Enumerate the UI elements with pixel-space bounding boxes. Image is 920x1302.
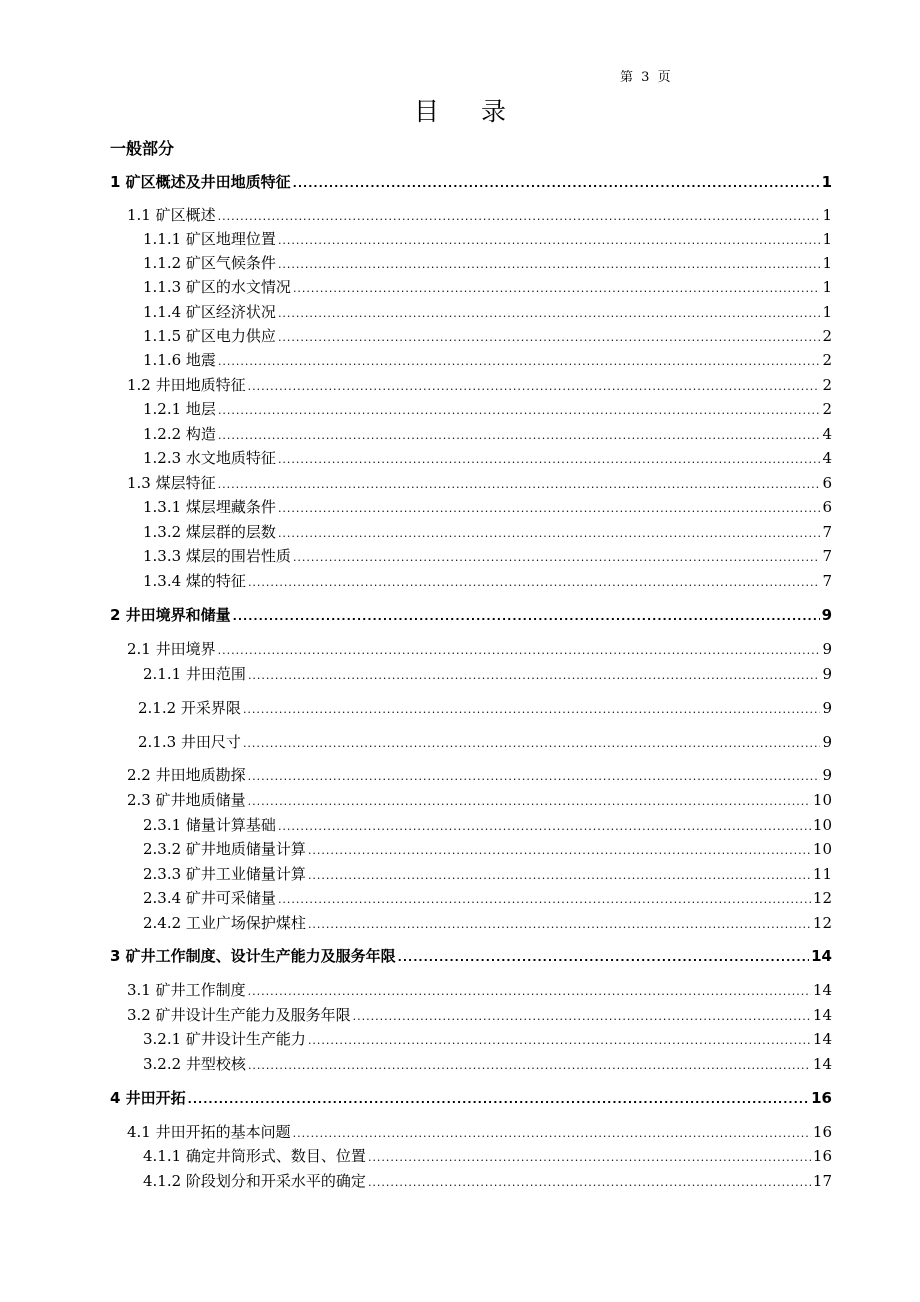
toc-leader-dots (308, 844, 811, 857)
toc-leader-dots (308, 918, 811, 931)
toc-entry-page: 17 (812, 1172, 832, 1190)
toc-entry-page: 9 (821, 606, 832, 624)
toc-entry-page: 12 (812, 889, 832, 907)
toc-leader-dots (308, 869, 811, 882)
toc-entry-label: 1.1.5 矿区电力供应 (143, 327, 276, 345)
toc-entry-level3[interactable] (143, 276, 832, 298)
toc-entry-level3[interactable] (143, 838, 832, 860)
toc-entry-label: 4 井田开拓 (110, 1089, 186, 1107)
toc-entry-label: 2.3 矿井地质储量 (127, 791, 246, 809)
toc-leader-dots (248, 380, 821, 393)
toc-leader-dots (308, 1034, 811, 1047)
toc-leader-dots (243, 737, 821, 750)
toc-entry-level3[interactable] (143, 325, 832, 347)
toc-entry-level3[interactable] (143, 496, 832, 518)
toc-leader-dots (218, 429, 821, 442)
toc-entry-level2[interactable] (127, 638, 832, 660)
toc-leader-dots (248, 770, 821, 783)
toc-entry-label: 2.1.2 开采界限 (138, 699, 241, 717)
toc-entry-level1[interactable] (110, 171, 832, 193)
toc-entry-page: 4 (822, 425, 832, 443)
toc-entry-level3[interactable] (143, 1053, 832, 1075)
toc-leader-dots (218, 210, 821, 223)
toc-entry-label: 3.2 矿井设计生产能力及服务年限 (127, 1006, 351, 1024)
toc-entry-level2[interactable] (127, 764, 832, 786)
toc-entry-page: 4 (822, 449, 832, 467)
toc-entry-level3[interactable] (143, 252, 832, 274)
toc-entry-label: 1.3.2 煤层群的层数 (143, 523, 276, 541)
toc-entry-level3[interactable] (143, 423, 832, 445)
toc-leader-dots (243, 703, 821, 716)
toc-entry-page: 1 (822, 206, 832, 224)
toc-entry-label: 1.3.3 煤层的围岩性质 (143, 547, 291, 565)
toc-entry-label: 1.1.6 地震 (143, 351, 216, 369)
toc-entry-page: 14 (812, 1055, 832, 1073)
toc-entry-level1[interactable] (110, 604, 832, 626)
toc-entry-page: 1 (822, 254, 832, 272)
toc-leader-dots (278, 331, 821, 344)
toc-leader-dots (218, 355, 821, 368)
toc-entry-level3[interactable] (143, 1170, 832, 1192)
toc-entry-level3[interactable] (143, 663, 832, 685)
toc-entry-page: 9 (822, 699, 832, 717)
toc-entry-label: 1.2.1 地层 (143, 400, 216, 418)
toc-entry-level3[interactable] (143, 1028, 832, 1050)
toc-entry-label: 1.1.2 矿区气候条件 (143, 254, 276, 272)
toc-entry-label: 4.1.2 阶段划分和开采水平的确定 (143, 1172, 366, 1190)
toc-leader-dots (248, 576, 821, 589)
toc-entry-page: 7 (822, 572, 832, 590)
toc-entry-label: 1.2 井田地质特征 (127, 376, 246, 394)
toc-entry-level3[interactable] (143, 398, 832, 420)
toc-entry-label: 1.1.1 矿区地理位置 (143, 230, 276, 248)
toc-entry-page: 12 (812, 914, 832, 932)
toc-entry-level3[interactable] (143, 447, 832, 469)
toc-entry-label: 1.1.3 矿区的水文情况 (143, 278, 291, 296)
toc-entry-label: 2.3.2 矿井地质储量计算 (143, 840, 306, 858)
toc-entry-level3[interactable] (143, 228, 832, 250)
toc-entry-page: 16 (812, 1147, 832, 1165)
toc-entry-label: 2.2 井田地质勘探 (127, 766, 246, 784)
toc-entry-page: 10 (812, 840, 832, 858)
toc-entry-label: 2.1.3 井田尺寸 (138, 733, 241, 751)
toc-leader-dots (278, 258, 821, 271)
toc-entry-label: 1.3.1 煤层埋藏条件 (143, 498, 276, 516)
toc-entry-page: 16 (811, 1089, 832, 1107)
page-number (620, 66, 675, 85)
toc-entry-page: 14 (812, 981, 832, 999)
toc-entry-level3[interactable] (143, 545, 832, 567)
toc-entry-level3[interactable] (143, 863, 832, 885)
toc-entry-page: 10 (812, 791, 832, 809)
toc-entry-level2[interactable] (127, 472, 832, 494)
toc-entry-level3[interactable] (143, 912, 832, 934)
toc-entry-level3[interactable] (138, 731, 832, 753)
toc-entry-level3[interactable] (143, 887, 832, 909)
toc-entry-level2[interactable] (127, 1121, 832, 1143)
toc-entry-label: 2.3.4 矿井可采储量 (143, 889, 276, 907)
toc-entry-label: 3.1 矿井工作制度 (127, 981, 246, 999)
toc-entry-page: 9 (822, 665, 832, 683)
toc-entry-label: 1 矿区概述及井田地质特征 (110, 173, 291, 191)
toc-entry-page: 14 (812, 1030, 832, 1048)
toc-leader-dots (233, 610, 820, 623)
toc-entry-label: 3 矿井工作制度、设计生产能力及服务年限 (110, 947, 396, 965)
toc-entry-page: 1 (821, 173, 832, 191)
toc-entry-page: 2 (822, 376, 832, 394)
toc-entry-page: 2 (822, 351, 832, 369)
toc-entry-page: 7 (822, 547, 832, 565)
toc-entry-level3[interactable] (143, 570, 832, 592)
toc-leader-dots (188, 1093, 809, 1106)
toc-leader-dots (248, 795, 811, 808)
toc-entry-label: 4.1.1 确定井筒形式、数目、位置 (143, 1147, 366, 1165)
toc-entry-page: 9 (822, 733, 832, 751)
toc-leader-dots (218, 644, 821, 657)
toc-entry-label: 4.1 井田开拓的基本问题 (127, 1123, 291, 1141)
toc-entry-label: 2.4.2 工业广场保护煤柱 (143, 914, 306, 932)
toc-entry-page: 2 (822, 400, 832, 418)
toc-entry-label: 1.2.3 水文地质特征 (143, 449, 276, 467)
toc-title: 目录 (413, 97, 548, 126)
toc-entry-label: 3.2.2 井型校核 (143, 1055, 246, 1073)
toc-leader-dots (368, 1151, 811, 1164)
toc-leader-dots (278, 234, 821, 247)
toc-leader-dots (278, 307, 821, 320)
toc-entry-page: 1 (822, 230, 832, 248)
toc-entry-level2[interactable] (127, 979, 832, 1001)
page-number-prefix: 第 (620, 70, 634, 85)
toc-entry-label: 2.1.1 井田范围 (143, 665, 246, 683)
toc-entry-page: 10 (812, 816, 832, 834)
toc-entry-label: 3.2.1 矿井设计生产能力 (143, 1030, 306, 1048)
toc-entry-page: 9 (822, 640, 832, 658)
toc-entry-label: 2.1 井田境界 (127, 640, 216, 658)
toc-leader-dots (248, 669, 821, 682)
toc-entry-level1[interactable] (110, 945, 832, 967)
toc-leader-dots (278, 453, 821, 466)
toc-entry-page: 6 (822, 474, 832, 492)
toc-entry-level3[interactable] (143, 1145, 832, 1167)
toc-entry-page: 14 (812, 1006, 832, 1024)
toc-entry-level3[interactable] (138, 697, 832, 719)
toc-leader-dots (278, 527, 821, 540)
toc-entry-label: 1.1.4 矿区经济状况 (143, 303, 276, 321)
toc-entry-level3[interactable] (143, 301, 832, 323)
toc-entry-page: 11 (812, 865, 832, 883)
toc-leader-dots (278, 893, 811, 906)
toc-entry-page: 6 (822, 498, 832, 516)
toc-leader-dots (278, 820, 811, 833)
page-number-value: 3 (641, 70, 650, 85)
toc-entry-level2[interactable] (127, 789, 832, 811)
toc-leader-dots (293, 551, 821, 564)
toc-leader-dots (218, 404, 821, 417)
toc-entry-label: 1.3.4 煤的特征 (143, 572, 246, 590)
toc-leader-dots (278, 502, 821, 515)
toc-leader-dots (248, 1059, 811, 1072)
toc-entry-page: 9 (822, 766, 832, 784)
toc-leader-dots (248, 985, 811, 998)
toc-entry-label: 2 井田境界和储量 (110, 606, 231, 624)
toc-entry-page: 7 (822, 523, 832, 541)
toc-entry-page: 16 (812, 1123, 832, 1141)
toc-leader-dots (293, 1127, 811, 1140)
toc-entry-page: 1 (822, 278, 832, 296)
toc-leader-dots (353, 1010, 811, 1023)
toc-entry-level3[interactable] (143, 521, 832, 543)
toc-entry-page: 14 (811, 947, 832, 965)
toc-entry-level3[interactable] (143, 349, 832, 371)
toc-entry-label: 2.3.1 储量计算基础 (143, 816, 276, 834)
toc-leader-dots (293, 282, 821, 295)
toc-leader-dots (368, 1176, 811, 1189)
toc-leader-dots (218, 478, 821, 491)
toc-entry-page: 1 (822, 303, 832, 321)
toc-entry-level1[interactable] (110, 1087, 832, 1109)
toc-entry-page: 2 (822, 327, 832, 345)
toc-entry-level2[interactable] (127, 204, 832, 226)
toc-entry-label: 1.3 煤层特征 (127, 474, 216, 492)
toc-entry-label: 2.3.3 矿井工业储量计算 (143, 865, 306, 883)
toc-entry-label: 1.2.2 构造 (143, 425, 216, 443)
toc-entry-level2[interactable] (127, 1004, 832, 1026)
toc-entry-level2[interactable] (127, 374, 832, 396)
page-number-suffix: 页 (657, 70, 671, 85)
toc-entry-level3[interactable] (143, 814, 832, 836)
toc-entry-label: 1.1 矿区概述 (127, 206, 216, 224)
toc-leader-dots (293, 177, 820, 190)
section-label: 一般部分 (110, 139, 175, 158)
toc-leader-dots (398, 951, 809, 964)
